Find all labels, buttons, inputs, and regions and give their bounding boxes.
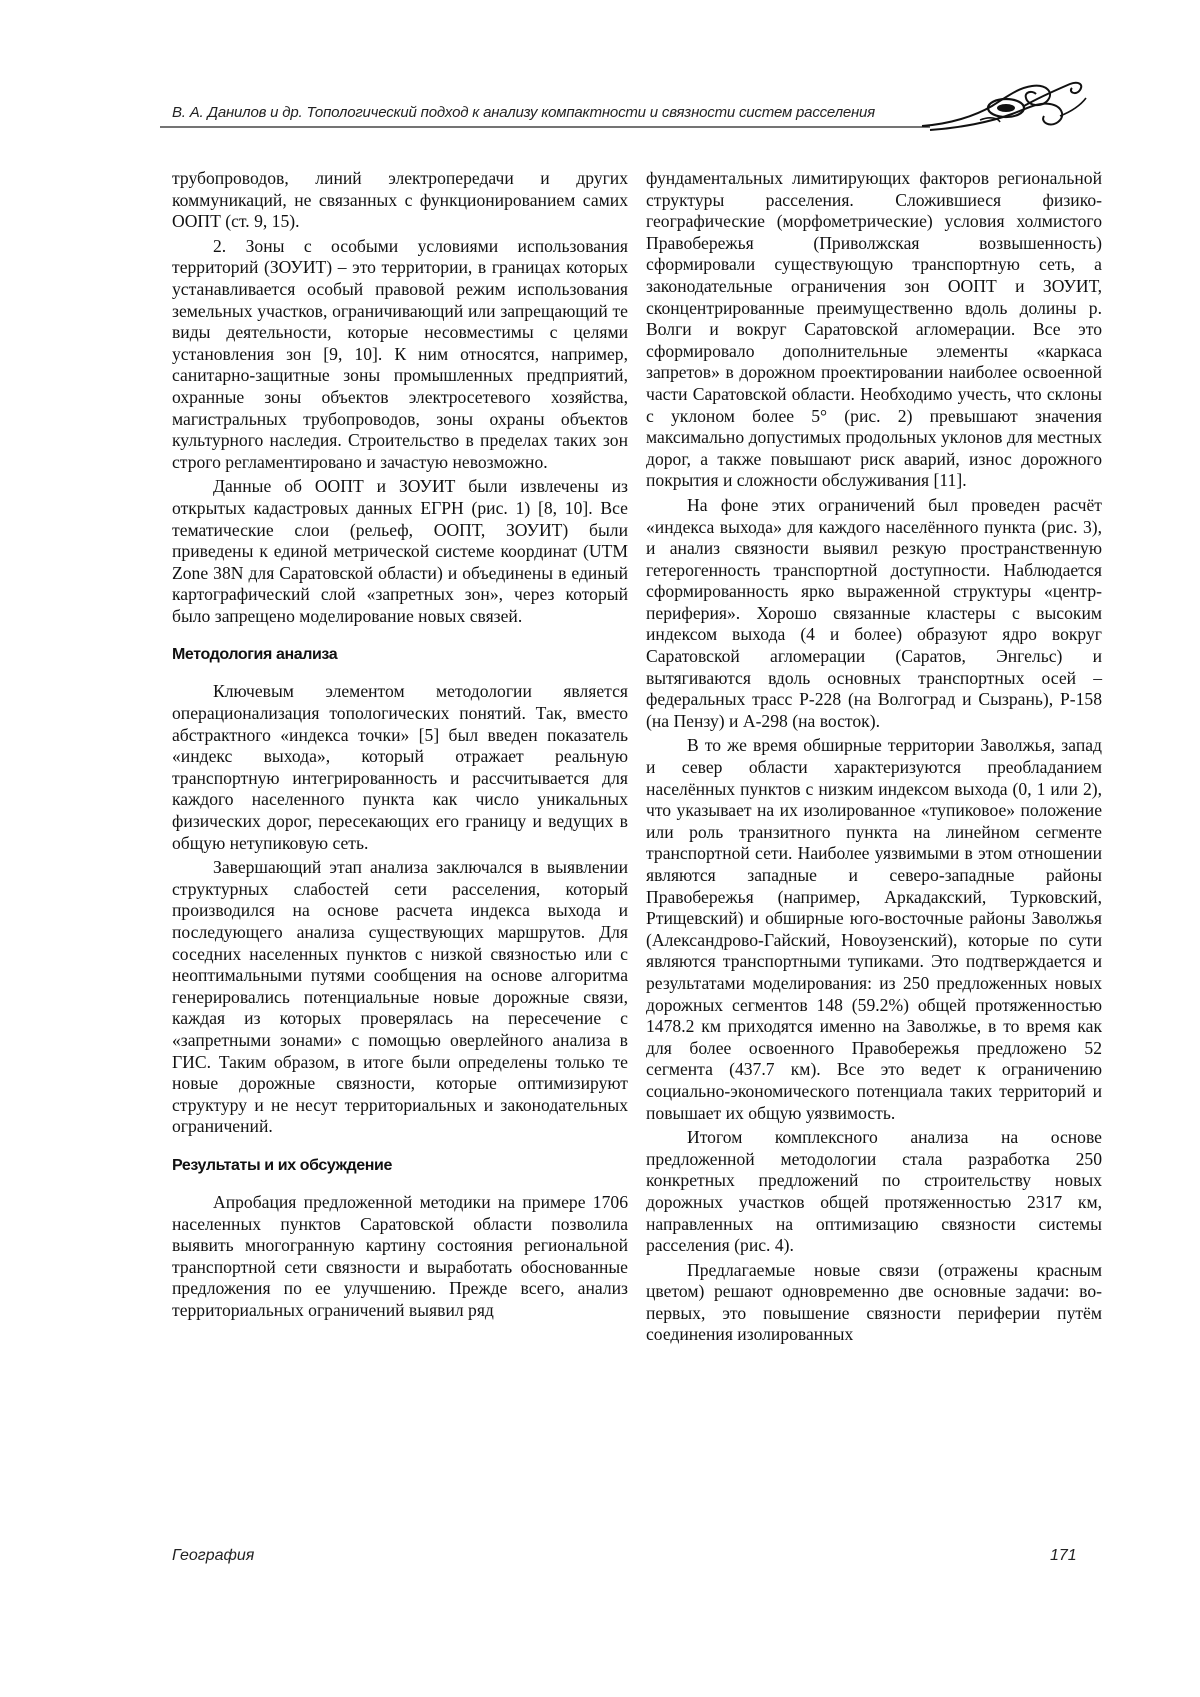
- page-number: 171: [1050, 1547, 1077, 1564]
- paragraph: 2. Зоны с особыми условиями использования территорий (ЗОУИТ) – это территории, в границах которых устанавливается особый правовой режим использования земельных участков, ограничивающий или запрещающий те виды деятельности, которые несовместимы с целями установления зон [9, 10]. К ним относятся, например, санитарно-защитные зоны промышленных предприятий, охранные зоны объектов электросетевого хозяйства, магистральных трубопроводов, зоны охраны объектов культурного наследия. Строительство в пределах таких зон строго регламентировано и зачастую невозможно.: [172, 235, 628, 472]
- paragraph: На фоне этих ограничений был проведен расчёт «индекса выхода» для каждого населённого пункта (рис. 3), и анализ связности выявил резкую пространственную гетерогенность транспортной доступности. Наблюдается сформированность ярко выраженной структуры «центр-периферия». Хорошо связанные кластеры с высоким индексом выхода (4 и более) образуют ядро вокруг Саратовской агломерации (Саратов, Энгельс) и вытягиваются вдоль основных транспортных осей – федеральных трасс Р-228 (на Волгоград и Сызрань), Р-158 (на Пензу) и А-298 (на восток).: [646, 494, 1102, 731]
- paragraph: фундаментальных лимитирующих факторов региональной структуры расселения. Сложившиеся физико-географические (морфометрические) условия холмистого Правобережья (Приволжская возвышенность) сформировали существующую транспортную сеть, а законодательные ограничения зон ООПТ и ЗОУИТ, сконцентрированные преимущественно вдоль долины р. Волги и вокруг Саратовской агломерации. Все это сформировало дополнительные элементы «каркаса запретов» в дорожном проектировании наиболее освоенной части Саратовской области. Необходимо учесть, что склоны с уклоном более 5° (рис. 2) превышают значения максимально допустимых продольных уклонов для местных дорог, а также повышают риск аварий, износ дорожного покрытия и сложности обслуживания [11].: [646, 168, 1102, 491]
- paragraph: Предлагаемые новые связи (отражены красным цветом) решают одновременно две основные задачи: во-первых, это повышение связности периферии путём соединения изолированных: [646, 1259, 1102, 1345]
- paragraph: трубопроводов, линий электропередачи и других коммуникаций, не связанных с функционированием самих ООПТ (ст. 9, 15).: [172, 168, 628, 232]
- left-text-column: [172, 168, 628, 1325]
- right-text-column: [646, 168, 1102, 1349]
- paragraph: Данные об ООПТ и ЗОУИТ были извлечены из открытых кадастровых данных ЕГРН (рис. 1) [8, 10]. Все тематические слои (рельеф, ООПТ, ЗОУИТ) были приведены к единой метрической системе координат (UTM Zone 38N для Саратовской области) и объединены в единый картографический слой «запретных зон», через который было запрещено моделирование новых связей.: [172, 476, 628, 626]
- running-title: В. А. Данилов и др. Топологический подход к анализу компактности и связности систем расселения: [172, 104, 875, 121]
- footer-section-name: География: [172, 1547, 255, 1564]
- paragraph: Итогом комплексного анализа на основе предложенной методологии стала разработка 250 конкретных предложений по строительству новых дорожных участков общей протяженностью 2317 км, направленных на оптимизацию связности системы расселения (рис. 4).: [646, 1127, 1102, 1256]
- section-heading: Методология анализа: [172, 646, 338, 664]
- paragraph: Завершающий этап анализа заключался в выявлении структурных слабостей сети расселения, который производился на основе расчета индекса выхода и последующего анализа существующих маршрутов. Для соседних населенных пунктов с низкой связностью или с неоптимальными путями сообщения на основе алгоритма генерировались потенциальные новые дорожные связи, каждая из которых проверялась на пересечение с «запретными зонами» с помощью оверлейного анализа в ГИС. Таким образом, в итоге были определены только те новые дорожные связности, которые оптимизируют структуру и не несут территориальных и законодательных ограничений.: [172, 857, 628, 1137]
- section-heading: Результаты и их обсуждение: [172, 1156, 392, 1174]
- decorative-ornament-icon: [920, 76, 1090, 138]
- paragraph: В то же время обширные территории Заволжья, запад и север области характеризуются преобладанием населённых пунктов с низким индексом выхода (0, 1 или 2), что указывает на их изолированное «тупиковое» положение или роль транзитного пункта на линейном сегменте транспортной сети. Наиболее уязвимыми в этом отношении являются западные и северо-западные районы Правобережья (например, Аркадакский, Турковский, Ртищевский) и обширные юго-восточные районы Заволжья (Александрово-Гайский, Новоузенский), которые по сути являются транспортными тупиками. Это подтверждается и результатами моделирования: из 250 предложенных новых дорожных сегментов 148 (59.2%) общей протяженностью 1478.2 км приходятся именно на Заволжье, в то время как для более освоенного Правобережья предложено 52 сегмента (437.7 км). Все это ведет к ограничению социально-экономического потенциала таких территорий и повышает их общую уязвимость.: [646, 735, 1102, 1123]
- paragraph: Ключевым элементом методологии является операционализация топологических понятий. Так, вместо абстрактного «индекса точки» [5] был введен показатель «индекс выхода», который отражает реальную транспортную интегрированность и рассчитывается для каждого населенного пункта как число уникальных физических дорог, пересекающих его границу и ведущих в общую нетупиковую сеть.: [172, 681, 628, 853]
- paragraph: Апробация предложенной методики на примере 1706 населенных пунктов Саратовской области позволила выявить многогранную картину состояния региональной транспортной сети связности и выработать обоснованные предложения по ее улучшению. Прежде всего, анализ территориальных ограничений выявил ряд: [172, 1191, 628, 1320]
